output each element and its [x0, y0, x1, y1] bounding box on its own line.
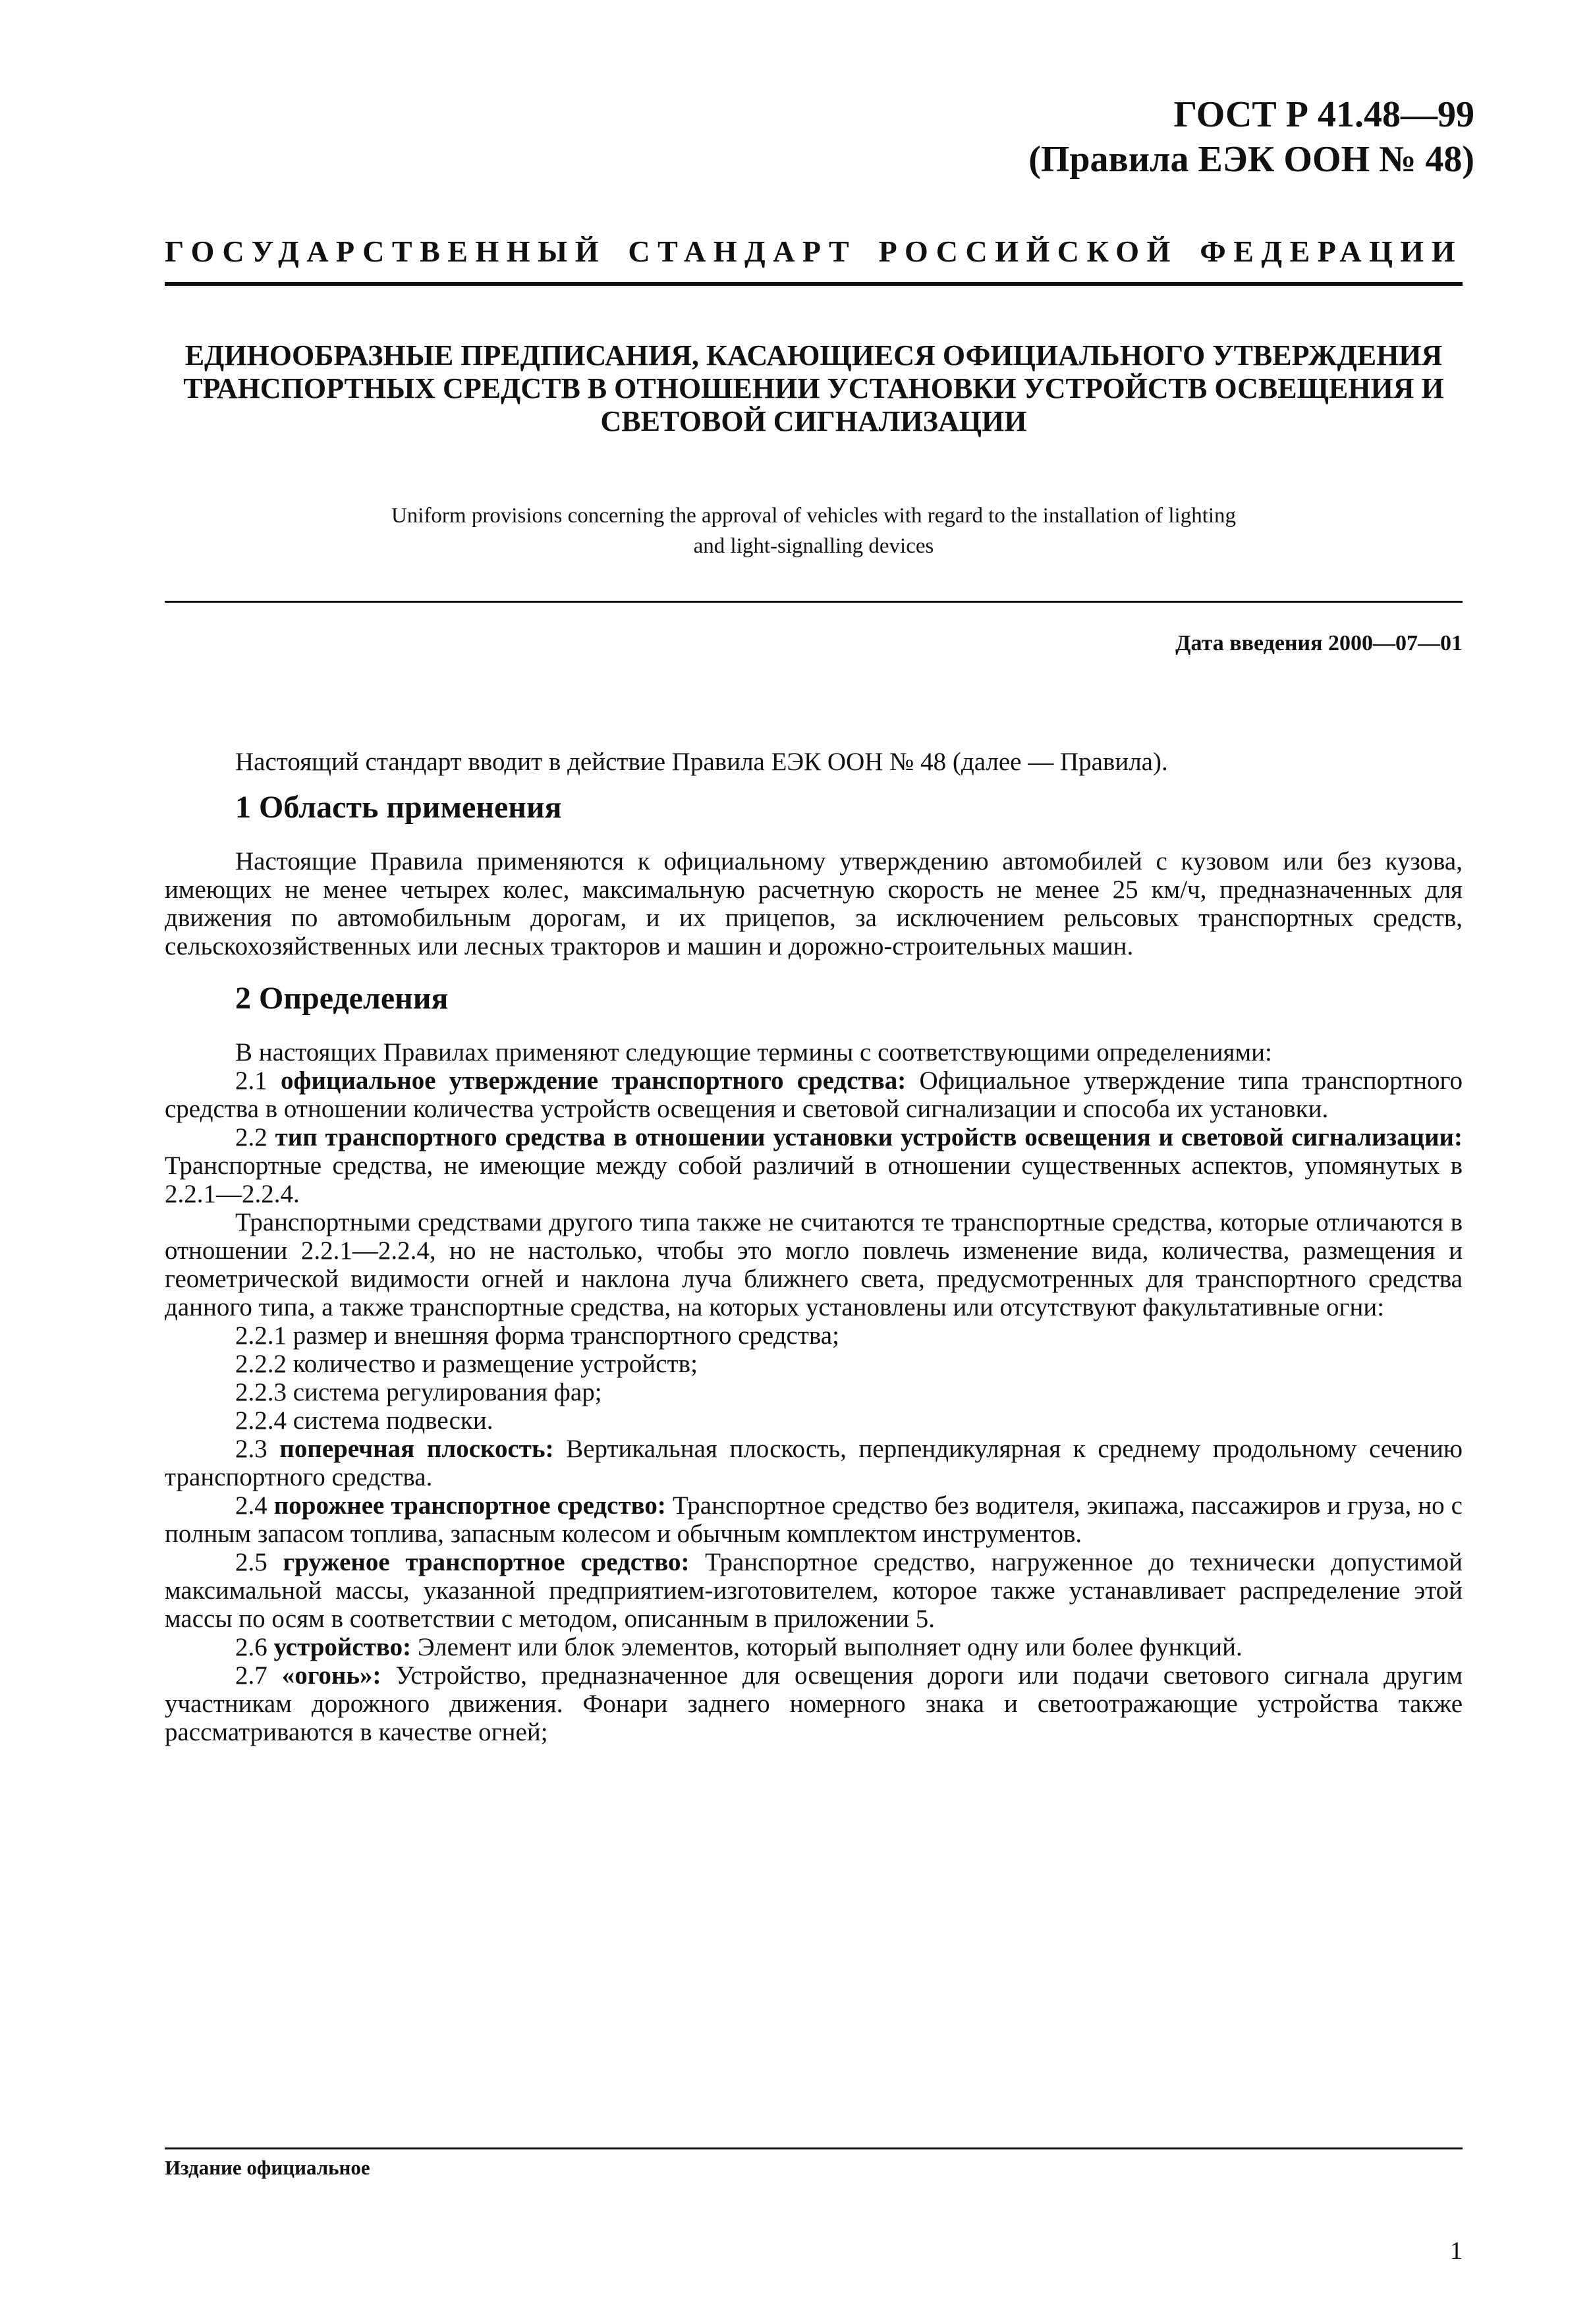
definition-2-4 [165, 1491, 1463, 1548]
standard-code-block [1028, 92, 1474, 182]
header-divider [165, 282, 1463, 286]
definition-term: порожнее транспортное средство: [273, 1491, 666, 1520]
definition-2-7 [165, 1661, 1463, 1746]
definition-2-2 [165, 1123, 1463, 1208]
un-regulation-code: (Правила ЕЭК ООН № 48) [1028, 139, 1474, 180]
document-title-line: ТРАНСПОРТНЫХ СРЕДСТВ В ОТНОШЕНИИ УСТАНОВКИ УСТРОЙСТВ ОСВЕЩЕНИЯ И [183, 372, 1444, 404]
page-number: 1 [1450, 2237, 1463, 2265]
definition-2-2-extra: Транспортными средствами другого типа также не считаются те транспортные средства, которые отличаются в отношении 2.2.1—2.2.4, но не настолько, чтобы это могло повлечь изменение вида, количества, размещения и геометрической видимости огней и наклона луча ближнего света, предусмотренных для транспортного средства данного типа, а также транспортные средства, на которых установлены или отсутствуют факультативные огни: [165, 1208, 1463, 1321]
definition-text: Транспортное средство без водителя, экипажа, пассажиров и груза, но с полным запасом топлива, запасным колесом и обычным комплектом инструментов. [165, 1491, 1463, 1548]
definition-number: 2.1 [235, 1066, 281, 1095]
definition-term: поперечная плоскость: [279, 1435, 554, 1463]
definition-text: Транспортные средства, не имеющие между собой различий в отношении существенных аспектов, упомянутых в 2.2.1—2.2.4. [165, 1151, 1463, 1208]
introduction-date: Дата введения 2000—07—01 [1175, 631, 1463, 655]
definition-number: 2.4 [235, 1491, 274, 1520]
list-item: 2.2.2 количество и размещение устройств; [235, 1350, 698, 1378]
english-title-line: and light-signalling devices [693, 534, 934, 558]
list-item: 2.2.4 система подвески. [235, 1406, 493, 1435]
document-title-line: СВЕТОВОЙ СИГНАЛИЗАЦИИ [600, 405, 1027, 437]
document-title-line: ЕДИНООБРАЗНЫЕ ПРЕДПИСАНИЯ, КАСАЮЩИЕСЯ ОФИЦИАЛЬНОГО УТВЕРЖДЕНИЯ [184, 339, 1443, 372]
state-standard-title: ГОСУДАРСТВЕННЫЙ СТАНДАРТ РОССИЙСКОЙ ФЕДЕРАЦИИ [165, 235, 1463, 268]
definition-2-5 [165, 1548, 1463, 1633]
definition-text: Элемент или блок элементов, который выполняет одну или более функций. [411, 1633, 1243, 1661]
scope-paragraph: Настоящие Правила применяются к официальному утверждению автомобилей с кузовом или без кузова, имеющих не менее четырех колес, максимальную расчетную скорость не менее 25 км/ч, предназначенных для движения по автомобильным дорогам, и их прицепов, за исключением рельсовых транспортных средств, сельскохозяйственных или лесных тракторов и машин и дорожно-строительных машин. [165, 847, 1463, 960]
definition-number: 2.6 [235, 1633, 274, 1661]
document-title [165, 339, 1463, 438]
definition-text: Транспортное средство, нагруженное до технически допустимой максимальной массы, указанной предприятием-изготовителем, которое также устанавливает распределение этой массы по осям в соответствии с методом, описанным в приложении 5. [165, 1548, 1463, 1633]
standard-code: ГОСТ Р 41.48—99 [1173, 94, 1474, 135]
definition-text: Вертикальная плоскость, перпендикулярная к среднему продольному сечению транспортного средства. [165, 1435, 1463, 1491]
document-body [165, 748, 1463, 1746]
definition-number: 2.3 [235, 1435, 280, 1463]
definition-2-1 [165, 1066, 1463, 1123]
definition-2-3 [165, 1435, 1463, 1491]
title-divider [165, 601, 1463, 603]
list-item: 2.2.1 размер и внешняя форма транспортного средства; [235, 1321, 839, 1350]
footer-divider [165, 2147, 1463, 2149]
definition-number: 2.7 [235, 1661, 282, 1690]
section-heading-definitions: 2 Определения [235, 981, 449, 1016]
english-title-line: Uniform provisions concerning the approval of vehicles with regard to the installation of lighting [391, 504, 1237, 528]
definition-term: «огонь»: [281, 1661, 381, 1690]
definition-term: устройство: [273, 1633, 412, 1661]
definitions-intro: В настоящих Правилах применяют следующие термины с соответствующими определениями: [235, 1038, 1272, 1066]
definition-text: Официальное утверждение типа транспортного средства в отношении количества устройств освещения и световой сигнализации и способа их установки. [165, 1066, 1463, 1123]
definition-term: груженое транспортное средство: [283, 1548, 690, 1576]
edition-label: Издание официальное [165, 2156, 370, 2179]
definition-number: 2.2 [235, 1123, 275, 1151]
definition-2-6 [165, 1633, 1463, 1661]
definition-text: Устройство, предназначенное для освещения дороги или подачи светового сигнала другим участникам дорожного движения. Фонари заднего номерного знака и светоотражающие устройства также рассматриваются в качестве огней; [165, 1661, 1463, 1746]
english-title [165, 501, 1463, 561]
definition-term: официальное утверждение транспортного средства: [281, 1066, 907, 1095]
definition-number: 2.5 [235, 1548, 283, 1576]
definition-term: тип транспортного средства в отношении установки устройств освещения и световой сигнализации: [275, 1123, 1463, 1151]
intro-paragraph: Настоящий стандарт вводит в действие Правила ЕЭК ООН № 48 (далее — Правила). [235, 748, 1168, 776]
section-heading-scope: 1 Область применения [235, 790, 562, 825]
list-item: 2.2.3 система регулирования фар; [235, 1378, 602, 1406]
